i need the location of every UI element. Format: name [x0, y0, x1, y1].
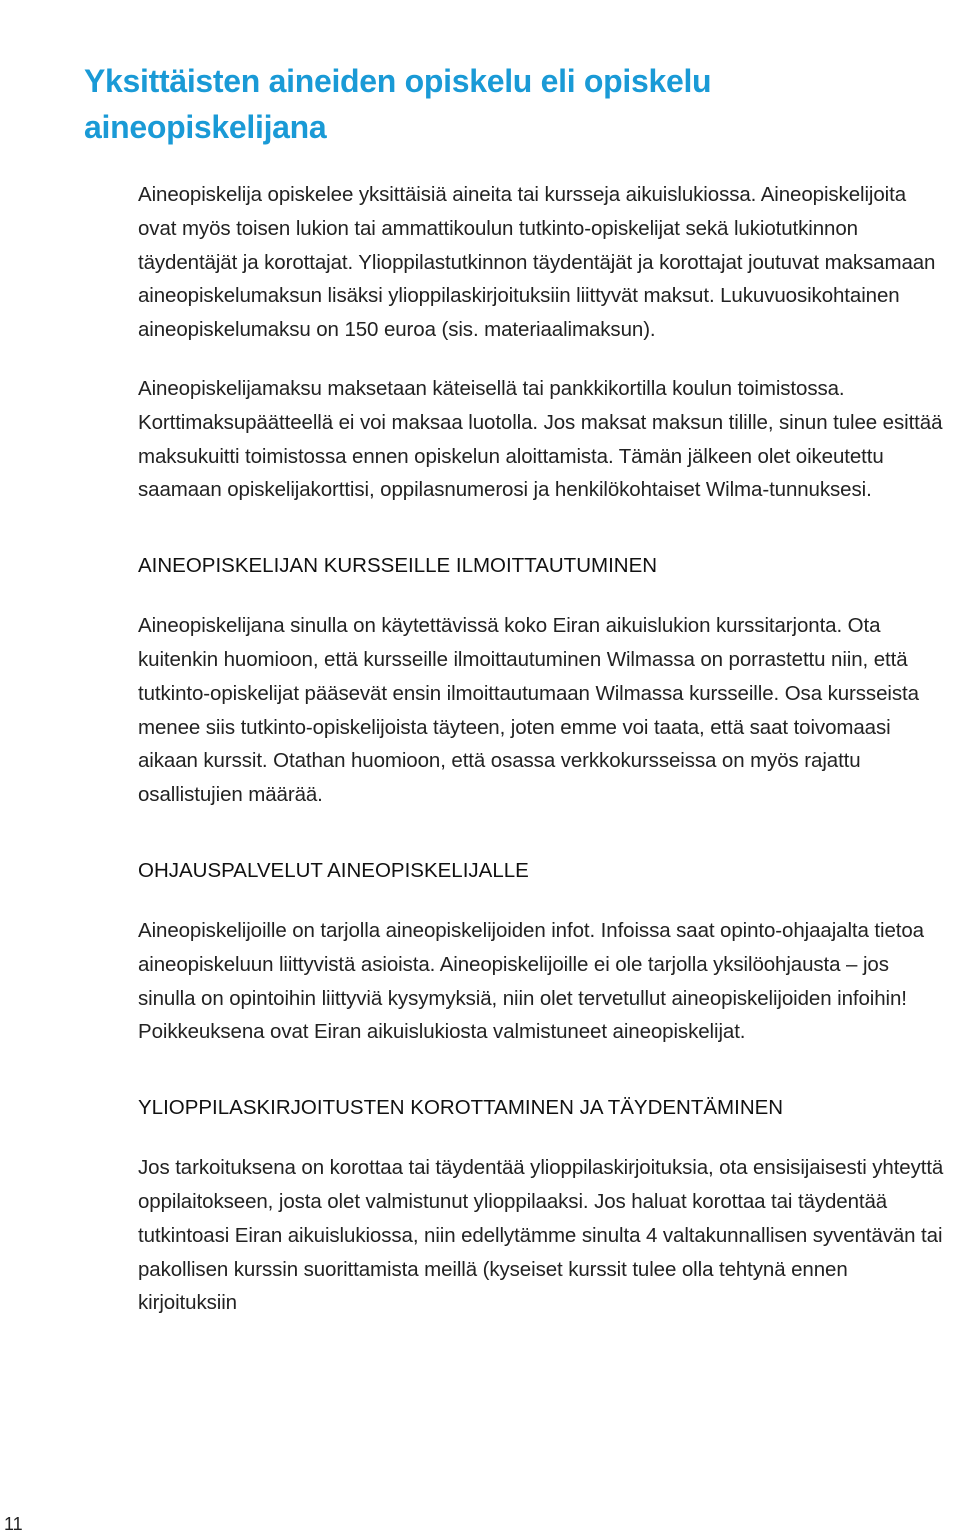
intro-paragraph: Aineopiskelija opiskelee yksittäisiä aineita tai kursseja aikuislukiossa. Aineopiskelijoita ovat myös toisen lukion tai ammattikoulun tutkinto-opiskelijat sekä lukiotutkinnon täydentäjät ja korottajat. Ylioppilastutkinnon täydentäjät ja korottajat joutuvat maksamaan aineopiskelumaksun lisäksi ylioppilaskirjoituksiin liittyvät maksut. Lukuvuosikohtainen aineopiskelumaksu on 150 euroa (sis. materiaalimaksun).: [138, 183, 936, 342]
section-heading-matriculation: YLIOPPILASKIRJOITUSTEN KOROTTAMINEN JA TÄYDENTÄMINEN: [138, 1096, 784, 1120]
document-body: [138, 178, 946, 1320]
section-text-matriculation: Jos tarkoituksena on korottaa tai täydentää ylioppilaskirjoituksia, ota ensisijaisesti yhteyttä oppilaitokseen, josta olet valmistunut ylioppilaaksi. Jos haluat korottaa tai täydentää tutkintoasi Eiran aikuislukiossa, niin edellytämme sinulta 4 valtakunnallisen syventävän tai pakollisen kurssin suorittamista meillä (kyseiset kurssit tulee olla tehtynä ennen kirjoituksiin: [138, 1156, 944, 1315]
section-heading-registration: AINEOPISKELIJAN KURSSEILLE ILMOITTAUTUMINEN: [138, 554, 658, 578]
section-heading-guidance: OHJAUSPALVELUT AINEOPISKELIJALLE: [138, 858, 529, 882]
page-title: Yksittäisten aineiden opiskelu eli opiskelu aineopiskelijana: [84, 63, 712, 145]
section-text-registration: Aineopiskelijana sinulla on käytettävissä koko Eiran aikuislukion kurssitarjonta. Ota kuitenkin huomioon, että kursseille ilmoittautuminen Wilmassa on porrastettu niin, että tutkinto-opiskelijat pääsevät ensin ilmoittautumaan Wilmassa kursseille. Osa kursseista menee siis tutkinto-opiskelijoista täyteen, joten emme voi taata, että saat toivomaasi aikaan kurssit. Otathan huomioon, että osassa verkkokursseissa on myös rajattu osallistujien määrää.: [138, 614, 919, 807]
section-text-guidance: Aineopiskelijoille on tarjolla aineopiskelijoiden infot. Infoissa saat opinto-ohjaajalta tietoa aineopiskeluun liittyvistä asioista. Aineopiskelijoille ei ole tarjolla yksilöohjausta – jos sinulla on opintoihin liittyviä kysymyksiä, niin olet tervetullut aineopiskelijoiden infoihin! Poikkeuksena ovat Eiran aikuislukiosta valmistuneet aineopiskelijat.: [138, 918, 924, 1044]
payment-paragraph: Aineopiskelijamaksu maksetaan käteisellä tai pankkikortilla koulun toimistossa. Korttimaksupäätteellä ei voi maksaa luotolla. Jos maksat maksun tilille, sinun tulee esittää maksukuitti toimistossa ennen opiskelun aloittamista. Tämän jälkeen olet oikeutettu saamaan opiskelijakorttisi, oppilasnumerosi ja henkilökohtaiset Wilma-tunnuksesi.: [138, 376, 943, 502]
page-number: 11: [4, 1514, 23, 1534]
